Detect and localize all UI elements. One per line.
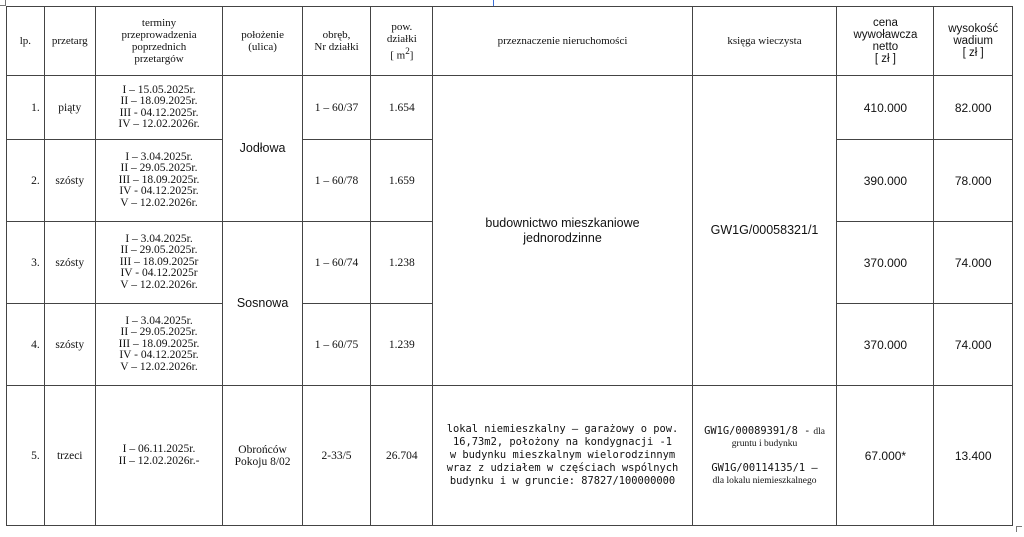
cell-wadium: 13.400: [934, 386, 1013, 526]
cell-przetarg: szósty: [44, 140, 95, 222]
cell-obreb: 2-33/5: [302, 386, 370, 526]
header-polozenie: położenie (ulica): [223, 7, 303, 76]
table-header: [7, 7, 1013, 76]
cell-przeznaczenie-lokal: lokal niemieszkalny – garażowy o pow. 16,73m2, położony na kondygnacji -1 w budynku mieszkalnym wielorodzinnym wraz z udziałem w częściach wspólnych budynku i w gruncie: 87827/100000000: [433, 386, 692, 526]
cell-obreb: 1 – 60/37: [302, 76, 370, 140]
cell-przetarg: trzeci: [44, 386, 95, 526]
header-przeznaczenie: przeznaczenie nieruchomości: [433, 7, 692, 76]
table-body: [7, 76, 1013, 526]
header-terminy: terminy przeprowadzenia poprzednich przetargów: [95, 7, 223, 76]
header-row: [7, 7, 1013, 76]
header-ksiega: księga wieczysta: [692, 7, 837, 76]
cell-lp: 1.: [7, 76, 45, 140]
header-przetarg: przetarg: [44, 7, 95, 76]
cell-ksiega-wieczysta-lokal: GW1G/00089391/8 - dla gruntu i budynku GW1G/00114135/1 – dla lokalu niemieszkalnego: [692, 386, 837, 526]
cell-cena: 370.000: [837, 222, 934, 304]
cell-cena: 370.000: [837, 304, 934, 386]
cell-wadium: 82.000: [934, 76, 1013, 140]
cell-cena: 390.000: [837, 140, 934, 222]
cell-terminy: I – 3.04.2025r. II – 29.05.2025r. III – 18.09.2025r. IV - 04.12.2025r. V – 12.02.2026r.: [95, 304, 223, 386]
cell-wadium: 78.000: [934, 140, 1013, 222]
header-lp: lp.: [7, 7, 45, 76]
cell-obreb: 1 – 60/75: [302, 304, 370, 386]
table-row: [7, 76, 1013, 140]
cell-przeznaczenie-jednorodzinne: budownictwo mieszkaniowe jednorodzinne: [433, 76, 692, 386]
document-page: [6, 6, 1013, 526]
cell-cena: 410.000: [837, 76, 934, 140]
cell-polozenie-sosnowa: Sosnowa: [223, 222, 303, 386]
cell-wadium: 74.000: [934, 222, 1013, 304]
cell-pow: 1.238: [371, 222, 433, 304]
cell-terminy: I – 15.05.2025r. II – 18.09.2025r. III - 04.12.2025r. IV – 12.02.2026r.: [95, 76, 223, 140]
property-tender-table: [6, 6, 1013, 526]
cell-wadium: 74.000: [934, 304, 1013, 386]
cell-obreb: 1 – 60/78: [302, 140, 370, 222]
table-row: [7, 386, 1013, 526]
cell-przetarg: szósty: [44, 222, 95, 304]
header-pow: pow. działki [ $m^2$]: [371, 7, 433, 76]
cell-obreb: 1 – 60/74: [302, 222, 370, 304]
header-obreb: obręb, Nr działki: [302, 7, 370, 76]
cell-lp: 2.: [7, 140, 45, 222]
cell-polozenie-jodlowa: Jodłowa: [223, 76, 303, 222]
page-corner-bottom-right: [1016, 526, 1022, 532]
cell-pow: 26.704: [371, 386, 433, 526]
cell-lp: 3.: [7, 222, 45, 304]
cell-lp: 4.: [7, 304, 45, 386]
cell-przetarg: szósty: [44, 304, 95, 386]
header-cena: cena wywoławcza netto [ zł ]: [837, 7, 934, 76]
cell-cena: 67.000*: [837, 386, 934, 526]
cell-terminy: I – 3.04.2025r. II – 29.05.2025r. III – 18.09.2025r IV - 04.12.2025r V – 12.02.2026r.: [95, 222, 223, 304]
cell-pow: 1.654: [371, 76, 433, 140]
cell-polozenie-obroncow: Obrońców Pokoju 8/02: [223, 386, 303, 526]
cell-pow: 1.239: [371, 304, 433, 386]
cell-ksiega-wieczysta: GW1G/00058321/1: [692, 76, 837, 386]
header-wadium: wysokość wadium [ zł ]: [934, 7, 1013, 76]
cell-terminy: I – 3.04.2025r. II – 29.05.2025r. III – 18.09.2025r. IV - 04.12.2025r. V – 12.02.2026r.: [95, 140, 223, 222]
cell-pow: 1.659: [371, 140, 433, 222]
cell-lp: 5.: [7, 386, 45, 526]
cell-terminy: I – 06.11.2025r. II – 12.02.2026r.-: [95, 386, 223, 526]
cell-przetarg: piąty: [44, 76, 95, 140]
